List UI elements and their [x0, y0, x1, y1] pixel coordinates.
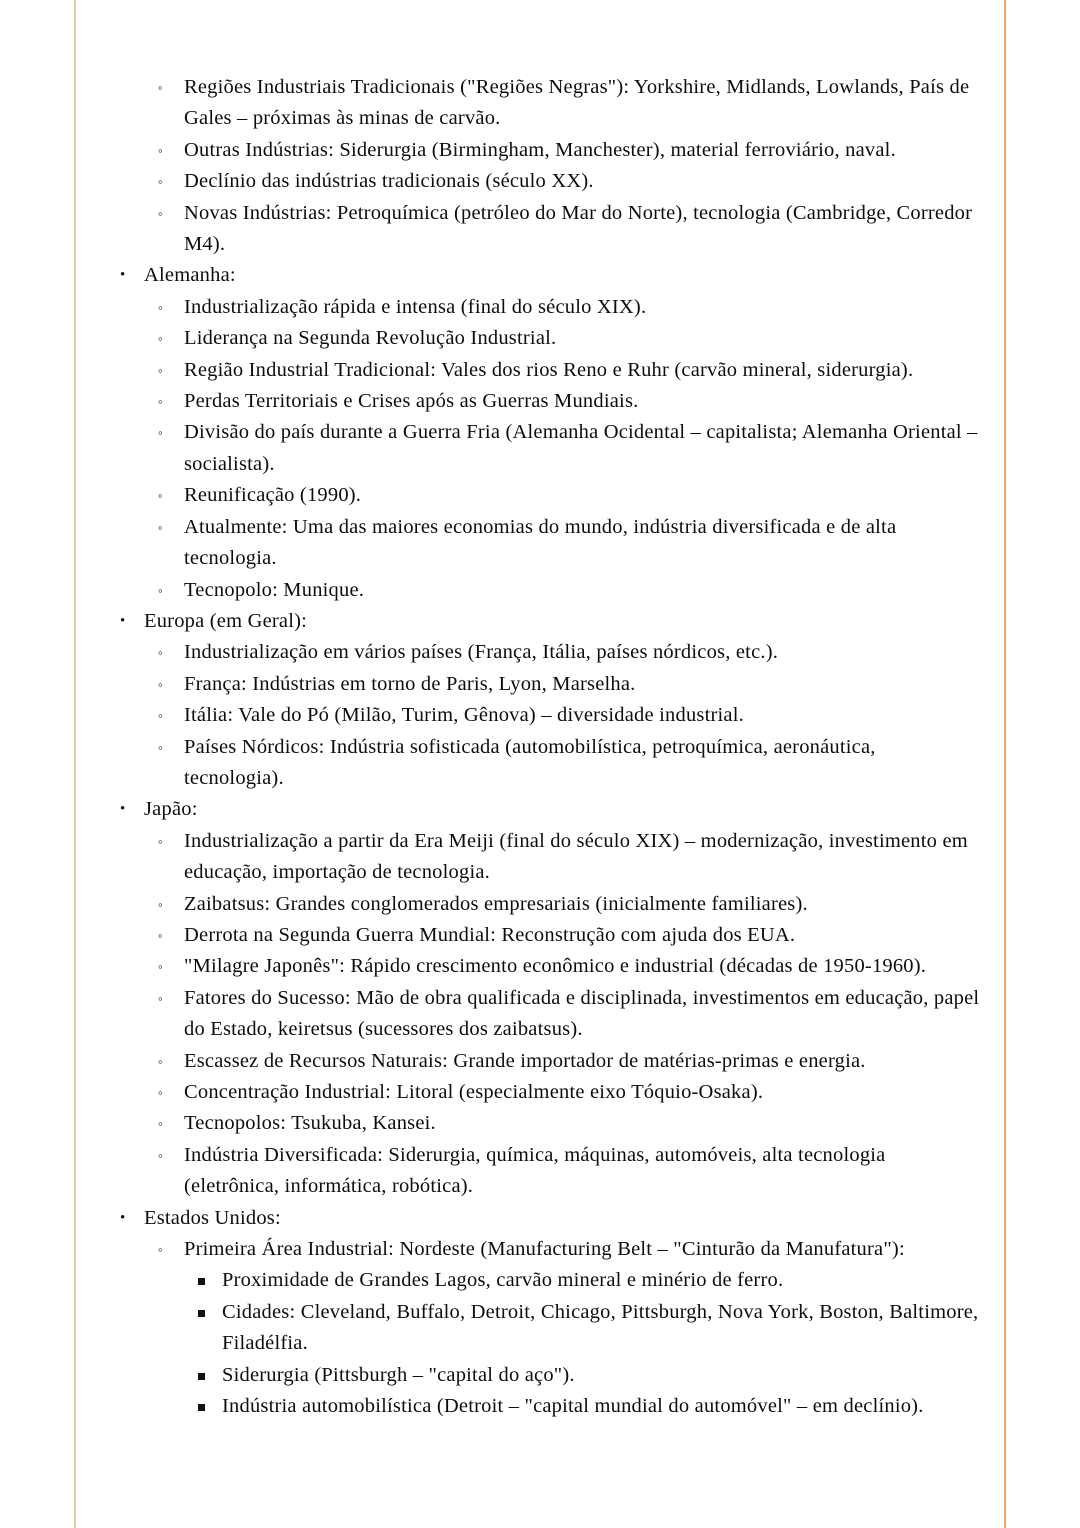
document-body	[108, 72, 980, 1422]
outline-item-level-2	[146, 637, 980, 668]
outline-item-text: Industrialização rápida e intensa (final do século XIX).	[184, 295, 647, 318]
outline-item-text: Regiões Industriais Tradicionais ("Regiões Negras"): Yorkshire, Midlands, Lowlands, País de Gales – próximas às minas de carvão.	[184, 76, 970, 130]
outline-item-text: Industrialização a partir da Era Meiji (final do século XIX) – modernização, investimento em educação, importação de tecnologia.	[184, 829, 968, 884]
hollow-circle-bullet-icon	[158, 1108, 163, 1139]
outline-item-text: Perdas Territoriais e Crises após as Guerras Mundiais.	[184, 390, 639, 413]
hollow-circle-bullet-icon	[158, 512, 163, 543]
page-left-rule	[74, 0, 76, 1528]
hollow-circle-bullet-icon	[158, 1077, 163, 1108]
outline-item-text: Atualmente: Uma das maiores economias do mundo, indústria diversificada e de alta tecnologia.	[184, 515, 897, 570]
hollow-circle-bullet-icon	[158, 732, 163, 763]
outline-item-text: Tecnopolo: Munique.	[184, 578, 365, 601]
outline-item-level-2	[146, 166, 980, 197]
outline-item-text: Indústria Diversificada: Siderurgia, química, máquinas, automóveis, alta tecnologia (eletrônica, informática, robótica).	[184, 1143, 886, 1198]
outline-item-text: Cidades: Cleveland, Buffalo, Detroit, Chicago, Pittsburgh, Nova York, Boston, Baltimore, Filadélfia.	[222, 1300, 979, 1355]
disc-bullet-icon	[120, 1203, 125, 1234]
outline-item-text: Japão:	[144, 798, 198, 821]
hollow-circle-bullet-icon	[158, 983, 163, 1014]
outline-item-text: Proximidade de Grandes Lagos, carvão mineral e minério de ferro.	[222, 1269, 784, 1292]
outline-item-text: Concentração Industrial: Litoral (especialmente eixo Tóquio-Osaka).	[184, 1081, 764, 1103]
outline-item-text: Reunificação (1990).	[184, 484, 362, 507]
outline-item-text: Liderança na Segunda Revolução Industrial.	[184, 327, 557, 350]
hollow-circle-bullet-icon	[158, 480, 163, 511]
page-right-rule	[1004, 0, 1006, 1528]
square-bullet-icon	[198, 1404, 205, 1411]
hollow-circle-bullet-icon	[158, 72, 163, 103]
hollow-circle-bullet-icon	[158, 417, 163, 448]
square-bullet-icon	[198, 1373, 205, 1380]
outline-item-level-2	[146, 480, 980, 511]
square-bullet-icon	[198, 1278, 205, 1285]
outline-item-level-3	[184, 1265, 980, 1296]
hollow-circle-bullet-icon	[158, 700, 163, 731]
outline-item-level-2	[146, 826, 980, 889]
hollow-circle-bullet-icon	[158, 323, 163, 354]
outline-item-level-1	[108, 606, 980, 637]
outline-item-level-2	[146, 983, 980, 1046]
outline-item-level-2	[146, 72, 980, 135]
hollow-circle-bullet-icon	[158, 198, 163, 229]
hollow-circle-bullet-icon	[158, 826, 163, 857]
hollow-circle-bullet-icon	[158, 951, 163, 982]
outline-item-text: Região Industrial Tradicional: Vales dos rios Reno e Ruhr (carvão mineral, siderurgia).	[184, 358, 914, 381]
outline-item-text: Divisão do país durante a Guerra Fria (Alemanha Ocidental – capitalista; Alemanha Oriental – socialista).	[184, 421, 978, 475]
outline-item-level-2	[146, 732, 980, 795]
disc-bullet-icon	[120, 606, 125, 637]
outline-item-level-2	[146, 669, 980, 700]
hollow-circle-bullet-icon	[158, 166, 163, 197]
outline-item-text: França: Indústrias em torno de Paris, Lyon, Marselha.	[184, 672, 636, 695]
outline-item-level-3	[184, 1391, 980, 1422]
outline-item-text: Zaibatsus: Grandes conglomerados empresariais (inicialmente familiares).	[184, 892, 808, 915]
outline-item-text: Declínio das indústrias tradicionais (século XX).	[184, 170, 594, 193]
outline-item-text: Países Nórdicos: Indústria sofisticada (automobilística, petroquímica, aeronáutica, tecnologia).	[184, 735, 876, 789]
outline-item-level-2	[146, 1077, 980, 1108]
outline-item-text: Tecnopolos: Tsukuba, Kansei.	[184, 1112, 436, 1135]
outline-item-text: Itália: Vale do Pó (Milão, Turim, Gênova) – diversidade industrial.	[184, 704, 744, 727]
outline-item-text: Fatores do Sucesso: Mão de obra qualificada e disciplinada, investimentos em educação, papel do Estado, keiretsus (sucessores dos zaibatsus).	[184, 986, 980, 1041]
outline-item-level-2	[146, 135, 980, 166]
hollow-circle-bullet-icon	[158, 669, 163, 700]
outline-item-level-2	[146, 1108, 980, 1139]
hollow-circle-bullet-icon	[158, 292, 163, 323]
outline-item-level-1	[108, 260, 980, 291]
square-bullet-icon	[198, 1310, 205, 1317]
outline-item-level-2	[146, 292, 980, 323]
outline-item-text: Estados Unidos:	[144, 1206, 281, 1229]
outline-item-level-2	[146, 323, 980, 354]
outline-item-level-1	[108, 794, 980, 825]
disc-bullet-icon	[120, 260, 125, 291]
outline-item-level-3	[184, 1297, 980, 1360]
hollow-circle-bullet-icon	[158, 889, 163, 920]
outline-item-level-2	[146, 417, 980, 480]
outline-list	[108, 72, 980, 1422]
outline-item-text: Industrialização em vários países (França, Itália, países nórdicos, etc.).	[184, 641, 779, 664]
hollow-circle-bullet-icon	[158, 920, 163, 951]
hollow-circle-bullet-icon	[158, 575, 163, 606]
hollow-circle-bullet-icon	[158, 355, 163, 386]
outline-item-text: Escassez de Recursos Naturais: Grande importador de matérias-primas e energia.	[184, 1049, 866, 1072]
outline-item-text: Europa (em Geral):	[144, 609, 308, 632]
hollow-circle-bullet-icon	[158, 637, 163, 668]
outline-item-text: Primeira Área Industrial: Nordeste (Manufacturing Belt – "Cinturão da Manufatura"):	[184, 1238, 905, 1261]
outline-item-level-2	[146, 198, 980, 261]
outline-item-level-2	[146, 575, 980, 606]
outline-item-text: Indústria automobilística (Detroit – "capital mundial do automóvel" – em declínio).	[222, 1395, 924, 1418]
hollow-circle-bullet-icon	[158, 1234, 163, 1265]
hollow-circle-bullet-icon	[158, 386, 163, 417]
outline-item-level-2	[146, 889, 980, 920]
outline-item-text: Derrota na Segunda Guerra Mundial: Reconstrução com ajuda dos EUA.	[184, 923, 796, 946]
outline-item-level-2	[146, 951, 980, 982]
outline-item-level-2	[146, 512, 980, 575]
outline-item-level-2	[146, 920, 980, 951]
disc-bullet-icon	[120, 794, 125, 825]
hollow-circle-bullet-icon	[158, 135, 163, 166]
outline-item-text: Novas Indústrias: Petroquímica (petróleo do Mar do Norte), tecnologia (Cambridge, Corredor M4).	[184, 201, 973, 256]
outline-item-text: Outras Indústrias: Siderurgia (Birmingham, Manchester), material ferroviário, naval.	[184, 138, 896, 161]
outline-item-text: Siderurgia (Pittsburgh – "capital do aço").	[222, 1363, 575, 1386]
outline-item-level-2	[146, 355, 980, 386]
outline-item-level-3	[184, 1360, 980, 1391]
hollow-circle-bullet-icon	[158, 1140, 163, 1171]
outline-item-level-1	[108, 1203, 980, 1234]
outline-item-level-2	[146, 1046, 980, 1077]
hollow-circle-bullet-icon	[158, 1046, 163, 1077]
outline-item-level-2	[146, 700, 980, 731]
outline-item-level-2	[146, 1140, 980, 1203]
outline-item-text: "Milagre Japonês": Rápido crescimento econômico e industrial (décadas de 1950-1960).	[184, 955, 927, 978]
outline-item-text: Alemanha:	[144, 264, 236, 287]
outline-item-level-2	[146, 1234, 980, 1265]
outline-item-level-2	[146, 386, 980, 417]
